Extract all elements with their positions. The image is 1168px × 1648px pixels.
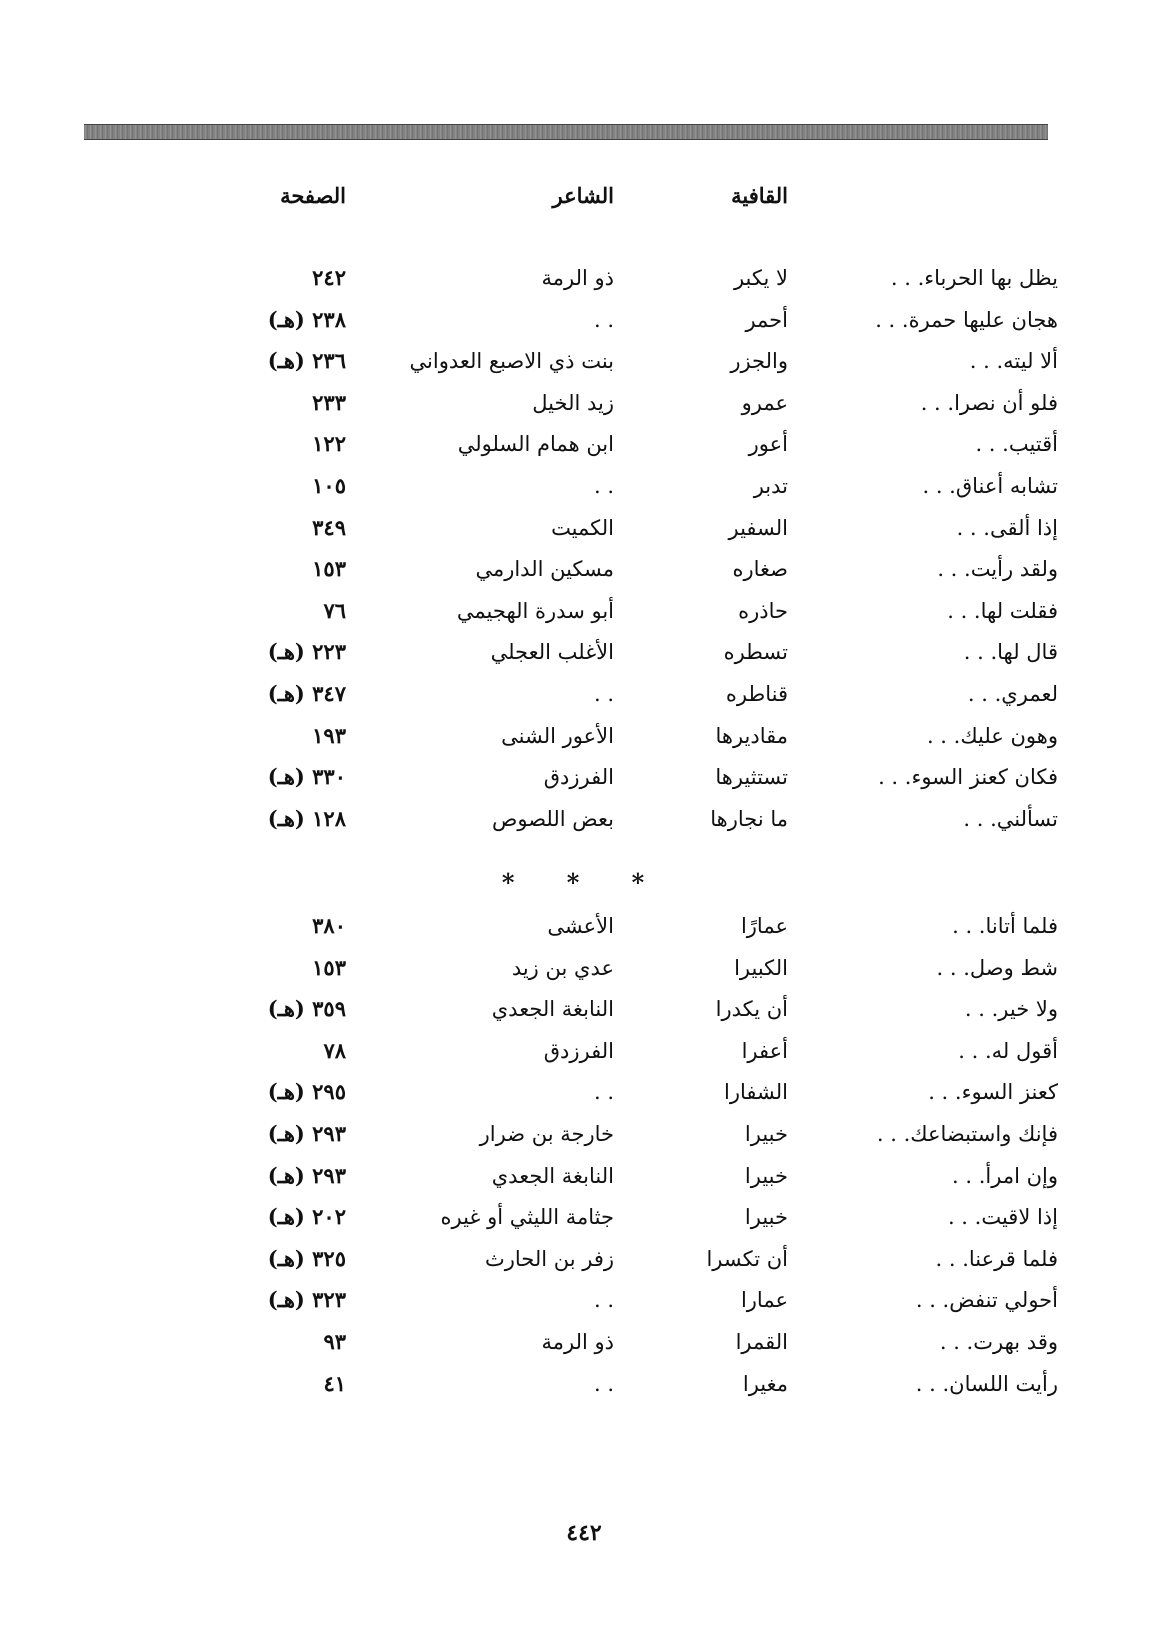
poet-name: مسكين الدارمي xyxy=(475,557,614,582)
rhyme-word: أعور xyxy=(748,432,788,457)
section-separator: * * * xyxy=(501,868,667,897)
rhyme-word: تدبر xyxy=(753,474,788,498)
rhyme-word: أعفرا xyxy=(741,1038,788,1063)
poet-name: جثامة الليثي أو غيره xyxy=(440,1205,614,1230)
table-row xyxy=(0,1072,1168,1112)
page-reference: ١٢٨ (هـ) xyxy=(267,805,346,831)
page-reference: ١٥٣ xyxy=(312,954,346,980)
page-number: ٤٤٢ xyxy=(566,1520,602,1546)
rhyme-word: قناطره xyxy=(725,682,788,706)
poet-name: الأعشى xyxy=(547,914,614,938)
header-rhyme: القافية xyxy=(731,183,788,208)
page-reference: ١٩٣ xyxy=(312,722,346,748)
page-reference: ١٢٢ xyxy=(312,431,346,457)
page-reference: ٢٠٢ (هـ) xyxy=(267,1204,346,1230)
verse-opening: كعنز السوء. . . xyxy=(928,1080,1058,1105)
table-row xyxy=(0,1114,1168,1154)
rhyme-word: تسطره xyxy=(723,640,788,665)
column-headers xyxy=(0,176,1168,216)
page-reference: ٩٣ xyxy=(323,1329,346,1354)
rhyme-word: عمارا xyxy=(740,1288,788,1313)
poet-name: النابغة الجعدي xyxy=(491,997,614,1022)
header-page: الصفحة xyxy=(280,183,346,208)
rhyme-word: أن تكسرا xyxy=(706,1246,788,1271)
verse-opening: أقول له. . . xyxy=(958,1038,1058,1063)
table-row xyxy=(0,1364,1168,1404)
poet-name: بنت ذي الاصبع العدواني xyxy=(409,349,614,374)
poet-name: الفرزدق xyxy=(543,1038,614,1063)
verse-opening: شط وصل. . . xyxy=(936,955,1058,980)
page-reference: ١٠٥ xyxy=(312,473,346,498)
verse-opening: تشابه أعناق. . . xyxy=(922,474,1058,498)
table-row xyxy=(0,757,1168,797)
table-row xyxy=(0,1156,1168,1196)
poet-name: النابغة الجعدي xyxy=(491,1163,614,1188)
poet-name: الأعور الشنى xyxy=(501,723,614,748)
rhyme-word: ما نجارها xyxy=(710,806,788,831)
table-row xyxy=(0,300,1168,340)
page-reference: ٧٦ xyxy=(323,597,346,623)
verse-opening: أقتيب. . . xyxy=(975,432,1058,457)
poet-name: الفرزدق xyxy=(543,765,614,790)
verse-opening: أحولي تنفض. . . xyxy=(915,1288,1058,1313)
table-row xyxy=(0,424,1168,464)
verse-opening: فإنك واستبضاعك. . . xyxy=(876,1122,1058,1146)
page-reference: ٢٩٥ (هـ) xyxy=(267,1079,346,1105)
poet-name: . . xyxy=(593,474,614,498)
rhyme-word: الكبيرا xyxy=(734,955,788,980)
verse-opening: فلما أتانا. . . xyxy=(952,914,1058,938)
table-row xyxy=(0,1280,1168,1320)
poet-name: ذو الرمة xyxy=(541,1330,614,1354)
table-row xyxy=(0,948,1168,988)
rhyme-word: صغاره xyxy=(732,557,788,582)
table-row xyxy=(0,1031,1168,1071)
table-row xyxy=(0,591,1168,631)
table-row xyxy=(0,466,1168,506)
verse-opening: لعمري. . . xyxy=(967,682,1058,706)
verse-opening: ولقد رأيت. . . xyxy=(937,557,1058,582)
header-poet: الشاعر xyxy=(552,183,614,208)
rhyme-word: والجزر xyxy=(730,349,788,374)
table-row xyxy=(0,632,1168,672)
table-row xyxy=(0,508,1168,548)
table-row xyxy=(0,549,1168,589)
header-rule xyxy=(84,124,1048,140)
verse-opening: فكان كعنز السوء. . . xyxy=(878,765,1058,790)
verse-opening: إذا لاقيت. . . xyxy=(947,1205,1058,1230)
page-reference: ٢٣٣ xyxy=(312,389,346,415)
rhyme-word: عمارًا xyxy=(740,914,788,938)
rhyme-word: السفير xyxy=(728,515,788,540)
poet-name: الأغلب العجلي xyxy=(490,640,614,665)
rhyme-word: مغيرا xyxy=(742,1371,788,1396)
page-reference: ٢٢٣ (هـ) xyxy=(267,639,346,665)
page-reference: ٣٨٠ xyxy=(312,913,346,938)
page-reference: ٢٩٣ (هـ) xyxy=(267,1121,346,1146)
page-reference: ٣٤٧ (هـ) xyxy=(267,681,346,706)
poet-name: . . xyxy=(593,1371,614,1396)
poet-name: زفر بن الحارث xyxy=(484,1246,614,1271)
rhyme-word: مقاديرها xyxy=(715,723,788,748)
table-row xyxy=(0,799,1168,839)
table-row xyxy=(0,1197,1168,1237)
page-reference: ٢٣٨ (هـ) xyxy=(267,306,346,332)
page-reference: ٣٢٥ (هـ) xyxy=(267,1245,346,1271)
verse-opening: رأيت اللسان. . . xyxy=(915,1371,1058,1396)
table-row xyxy=(0,989,1168,1029)
table-row xyxy=(0,383,1168,423)
rhyme-word: خبيرا xyxy=(744,1163,788,1188)
page-reference: ٣٣٠ (هـ) xyxy=(267,764,346,790)
page-reference: ٣٥٩ (هـ) xyxy=(267,996,346,1022)
verse-opening: فقلت لها. . . xyxy=(947,598,1058,623)
rhyme-word: لا يكبر xyxy=(733,266,788,290)
poet-name: . . xyxy=(593,307,614,332)
rhyme-word: الشفارا xyxy=(724,1080,788,1105)
table-row xyxy=(0,341,1168,381)
page-reference: ١٥٣ xyxy=(312,556,346,582)
verse-opening: ألا ليته. . . xyxy=(969,349,1058,374)
table-row xyxy=(0,716,1168,756)
rhyme-word: تستثيرها xyxy=(715,765,788,790)
rhyme-word: حاذره xyxy=(738,598,788,623)
rhyme-word: أحمر xyxy=(745,307,788,332)
table-row xyxy=(0,1322,1168,1362)
poet-name: . . xyxy=(593,682,614,706)
table-row xyxy=(0,906,1168,946)
verse-opening: ولا خير. . . xyxy=(964,997,1058,1022)
page-reference: ٣٤٩ xyxy=(312,514,346,540)
rhyme-word: عمرو xyxy=(741,390,788,415)
poet-name: الكميت xyxy=(551,515,614,540)
poet-name: . . xyxy=(593,1080,614,1105)
page-reference: ٢٩٣ (هـ) xyxy=(267,1162,346,1188)
table-row xyxy=(0,674,1168,714)
poet-name: ذو الرمة xyxy=(541,266,614,290)
rhyme-word: أن يكدرا xyxy=(715,997,788,1022)
poet-name: عدي بن زيد xyxy=(511,955,614,980)
verse-opening: إذا ألقى. . . xyxy=(956,515,1058,540)
poet-name: خارجة بن ضرار xyxy=(479,1122,614,1146)
verse-opening: يظل بها الحرباء. . . xyxy=(890,266,1058,290)
verse-opening: فلما قرعنا. . . xyxy=(935,1246,1058,1271)
table-row xyxy=(0,1239,1168,1279)
verse-opening: وقد بهرت. . . xyxy=(939,1330,1058,1354)
verse-opening: تسألني. . . xyxy=(963,806,1058,831)
poet-name: بعض اللصوص xyxy=(491,806,614,831)
verse-opening: فلو أن نصرا. . . xyxy=(920,390,1058,415)
table-row xyxy=(0,258,1168,298)
rhyme-word: خبيرا xyxy=(744,1205,788,1230)
page-reference: ٤١ xyxy=(323,1370,346,1396)
poet-name: أبو سدرة الهجيمي xyxy=(456,598,614,623)
rhyme-word: خبيرا xyxy=(744,1122,788,1146)
poet-name: ابن همام السلولي xyxy=(457,432,614,457)
poet-name: زيد الخيل xyxy=(532,390,614,415)
page-reference: ٢٣٦ (هـ) xyxy=(267,348,346,374)
page-reference: ٧٨ xyxy=(323,1037,346,1063)
verse-opening: هجان عليها حمرة. . . xyxy=(875,307,1058,332)
verse-opening: وهون عليك. . . xyxy=(926,723,1058,748)
verse-opening: قال لها. . . xyxy=(963,640,1058,665)
rhyme-word: القمرا xyxy=(735,1330,788,1354)
poet-name: . . xyxy=(593,1288,614,1313)
page-reference: ٣٢٣ (هـ) xyxy=(267,1287,346,1313)
page-reference: ٢٤٢ xyxy=(312,265,346,290)
verse-opening: وإن امرأ. . . xyxy=(952,1163,1058,1188)
